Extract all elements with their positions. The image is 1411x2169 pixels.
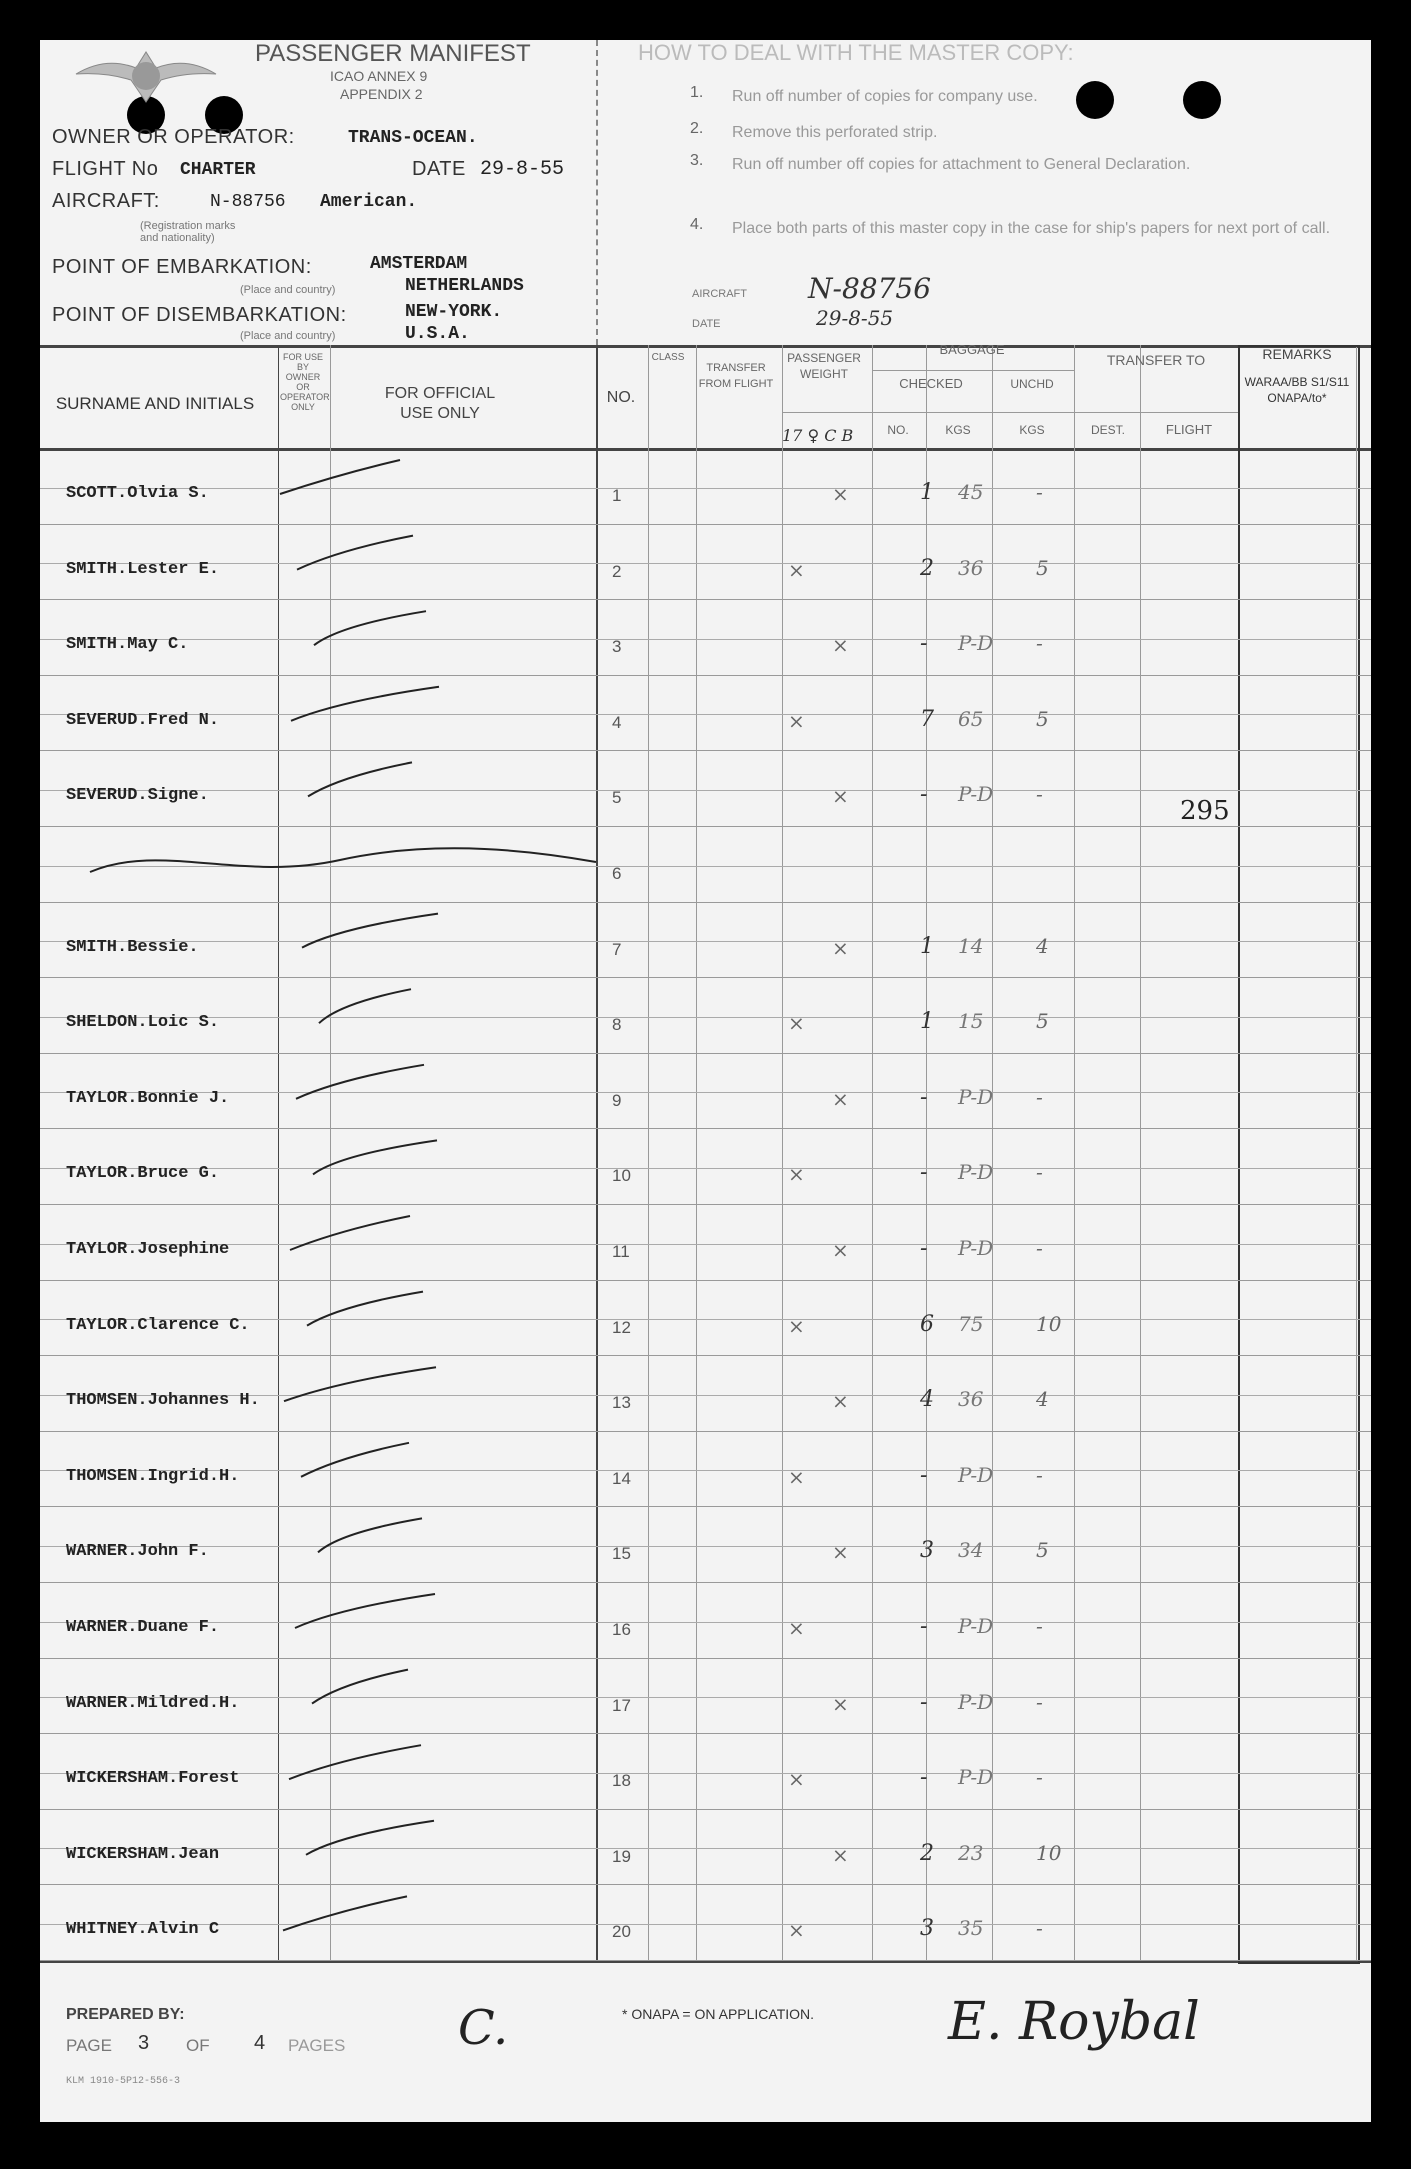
- icao-annex: ICAO ANNEX 9: [330, 68, 428, 84]
- baggage-kgs: P-D: [958, 1614, 994, 1638]
- baggage-count: -: [920, 1236, 928, 1261]
- weight-check-mark: ×: [832, 1691, 849, 1716]
- unchecked-kgs: 5: [1036, 555, 1049, 580]
- signature: E. Roybal: [948, 1992, 1200, 2052]
- check-stroke: [318, 1518, 422, 1552]
- col-surname: SURNAME AND INITIALS: [55, 394, 255, 413]
- manifest-sheet: [40, 40, 1371, 2122]
- weight-check-mark: ×: [832, 482, 849, 506]
- col-unchecked-kgs: KGS: [1019, 423, 1045, 437]
- baggage-count: -: [920, 1160, 928, 1186]
- unchecked-kgs: -: [1036, 1689, 1043, 1714]
- weight-check-mark: ×: [788, 1011, 805, 1036]
- registration-note: (Registration marks: [140, 220, 236, 232]
- passenger-name: WARNER.John F.: [66, 1542, 209, 1562]
- unchecked-kgs: -: [1036, 480, 1043, 504]
- check-stroke: [291, 687, 439, 721]
- of-label: OF: [186, 2036, 210, 2055]
- embarkation-city: AMSTERDAM: [370, 254, 468, 274]
- baggage-kgs: P-D: [958, 1462, 994, 1487]
- baggage-kgs: 36: [958, 555, 984, 580]
- passenger-name: THOMSEN.Johannes H.: [66, 1391, 260, 1411]
- weight-check-mark: ×: [832, 1086, 849, 1111]
- passenger-number: 5: [612, 788, 622, 808]
- unchecked-kgs: -: [1036, 1462, 1043, 1487]
- weight-check-mark: ×: [788, 1464, 805, 1489]
- passenger-number: 2: [612, 561, 622, 581]
- unchecked-kgs: -: [1036, 1236, 1043, 1260]
- side-number: 295: [1180, 796, 1230, 826]
- weight-check-mark: ×: [832, 935, 849, 960]
- check-stroke: [280, 460, 400, 494]
- passenger-number: 9: [612, 1090, 622, 1110]
- passenger-name: THOMSEN.Ingrid.H.: [66, 1466, 240, 1486]
- col-owner-use: FOR USE BY OWNER OR OPERATOR ONLY: [280, 352, 330, 412]
- baggage-kgs: P-D: [958, 1765, 994, 1790]
- passenger-number: 1: [612, 486, 622, 505]
- baggage-kgs: P-D: [958, 1236, 994, 1260]
- weight-check-mark: ×: [832, 633, 849, 658]
- unchecked-kgs: -: [1036, 1614, 1043, 1638]
- passenger-number: 3: [612, 637, 622, 657]
- unchecked-kgs: -: [1036, 631, 1043, 656]
- baggage-count: -: [920, 1462, 928, 1488]
- manifest-title: PASSENGER MANIFEST: [255, 40, 531, 67]
- baggage-count: 2: [920, 555, 934, 581]
- weight-check-mark: ×: [832, 1389, 849, 1414]
- instructions-title: HOW TO DEAL WITH THE MASTER COPY:: [638, 40, 1074, 65]
- check-stroke: [307, 1292, 423, 1326]
- col-transfer-to: TRANSFER TO: [1106, 352, 1206, 368]
- weight-check-mark: ×: [788, 1918, 805, 1943]
- unchecked-kgs: -: [1036, 1084, 1043, 1109]
- check-stroke: [313, 1140, 437, 1174]
- passenger-number: 11: [612, 1242, 630, 1261]
- passenger-number: 19: [612, 1846, 631, 1866]
- col-remarks: REMARKS: [1262, 346, 1332, 362]
- passenger-number: 7: [612, 939, 622, 959]
- form-code: KLM 1910-5P12-556-3: [66, 2076, 181, 2087]
- baggage-kgs: 45: [958, 480, 984, 504]
- baggage-count: 1: [920, 1009, 934, 1035]
- instruction-text: Remove this perforated strip.: [732, 124, 938, 141]
- unchecked-kgs: 4: [1036, 1387, 1049, 1412]
- passenger-name: WHITNEY.Alvin C: [66, 1920, 220, 1940]
- col-pw-sub: 17 ♀ C B: [782, 426, 854, 445]
- unchecked-kgs: 4: [1036, 933, 1049, 958]
- unchecked-kgs: -: [1036, 1160, 1043, 1185]
- passenger-name: SMITH.Lester E.: [66, 559, 220, 579]
- passenger-number: 14: [612, 1468, 631, 1488]
- check-stroke: [90, 848, 596, 872]
- weight-check-mark: ×: [788, 708, 805, 733]
- col-checked-no: NO.: [887, 423, 909, 437]
- check-stroke: [290, 1216, 410, 1250]
- check-stroke: [319, 989, 411, 1023]
- passenger-name: SMITH.May C.: [66, 635, 189, 655]
- disembarkation-country: U.S.A.: [405, 324, 470, 344]
- instr-aircraft-value: N-88756: [808, 272, 932, 305]
- baggage-kgs: P-D: [958, 1689, 994, 1714]
- check-stroke: [296, 1065, 424, 1099]
- check-stroke: [289, 1745, 421, 1779]
- col-remarks-codes: WARAA/BB S1/S11 ONAPA/to*: [1244, 375, 1350, 405]
- col-official-use: FOR OFFICIAL USE ONLY: [384, 385, 496, 422]
- col-class: CLASS: [651, 352, 685, 363]
- weight-check-mark: ×: [832, 1540, 849, 1565]
- col-no: NO.: [606, 389, 636, 406]
- baggage-count: -: [920, 1614, 928, 1639]
- instruction-number: 1.: [690, 84, 704, 101]
- unchecked-kgs: 5: [1036, 1538, 1049, 1563]
- passenger-name: WARNER.Duane F.: [66, 1618, 220, 1637]
- weight-check-mark: ×: [832, 784, 849, 809]
- baggage-kgs: 23: [958, 1840, 984, 1865]
- check-stroke: [312, 1670, 408, 1704]
- weight-check-mark: ×: [832, 1842, 849, 1867]
- owner-label: OWNER OR OPERATOR:: [52, 126, 295, 148]
- passenger-name: SMITH.Bessie.: [66, 937, 199, 957]
- baggage-kgs: 36: [958, 1387, 984, 1412]
- unchecked-kgs: 5: [1036, 1009, 1049, 1034]
- check-stroke: [295, 1594, 435, 1628]
- baggage-kgs: P-D: [958, 631, 994, 656]
- passenger-name: SCOTT.Olvia S.: [66, 484, 209, 503]
- baggage-count: 4: [920, 1387, 934, 1413]
- unchecked-kgs: 10: [1036, 1840, 1062, 1865]
- baggage-kgs: 14: [958, 933, 984, 958]
- unchecked-kgs: 10: [1036, 1311, 1062, 1336]
- flight-value: CHARTER: [180, 160, 256, 180]
- disembarkation-label: POINT OF DISEMBARKATION:: [52, 304, 347, 326]
- baggage-count: -: [920, 1765, 928, 1791]
- baggage-count: -: [920, 1084, 928, 1110]
- passenger-name: WARNER.Mildred.H.: [66, 1693, 240, 1713]
- col-dest: DEST.: [1090, 423, 1125, 437]
- baggage-count: 6: [920, 1311, 934, 1337]
- passenger-name: SHELDON.Loic S.: [66, 1013, 220, 1033]
- instruction-number: 2.: [690, 120, 704, 137]
- baggage-kgs: 35: [958, 1916, 984, 1941]
- weight-check-mark: ×: [788, 1767, 805, 1792]
- passenger-name: TAYLOR.Clarence C.: [66, 1315, 250, 1335]
- aircraft-label: AIRCRAFT:: [52, 190, 160, 212]
- unchecked-kgs: -: [1036, 1916, 1043, 1941]
- check-stroke: [314, 611, 426, 645]
- col-transfer-from: TRANSFER FROM FLIGHT: [698, 362, 774, 390]
- baggage-count: 7: [920, 706, 934, 732]
- passenger-name: TAYLOR.Josephine: [66, 1240, 230, 1259]
- prepared-initial: C.: [458, 2000, 509, 2056]
- baggage-kgs: P-D: [958, 1160, 994, 1185]
- passenger-number: 10: [612, 1166, 631, 1186]
- aircraft-registration: N-88756: [210, 192, 286, 212]
- instruction-text: Run off number of copies for company use.: [732, 88, 1038, 105]
- col-checked-kgs: KGS: [945, 423, 971, 437]
- prepared-by-label: PREPARED BY:: [66, 2006, 185, 2023]
- owner-value: TRANS-OCEAN.: [348, 128, 478, 148]
- instr-date-label: DATE: [692, 318, 721, 330]
- weight-check-mark: ×: [788, 557, 805, 582]
- col-checked: CHECKED: [899, 376, 963, 391]
- check-stroke: [301, 1443, 409, 1477]
- weight-check-mark: ×: [788, 1616, 805, 1640]
- page-label: PAGE: [66, 2036, 112, 2055]
- baggage-kgs: P-D: [958, 782, 994, 807]
- baggage-count: -: [920, 1689, 928, 1715]
- instruction-number: 3.: [690, 152, 704, 169]
- check-stroke: [306, 1821, 434, 1855]
- unchecked-kgs: -: [1036, 782, 1043, 807]
- passenger-number: 15: [612, 1544, 631, 1564]
- passenger-number: 4: [612, 712, 622, 732]
- passenger-name: WICKERSHAM.Jean: [66, 1844, 220, 1864]
- embarkation-country: NETHERLANDS: [405, 276, 524, 296]
- weight-check-mark: ×: [832, 1238, 849, 1262]
- check-stroke: [308, 762, 412, 796]
- baggage-count: 1: [920, 480, 934, 505]
- baggage-kgs: 65: [958, 706, 984, 731]
- passenger-name: TAYLOR.Bonnie J.: [66, 1088, 230, 1108]
- baggage-count: -: [920, 631, 928, 657]
- weight-check-mark: ×: [788, 1313, 805, 1338]
- check-stroke: [284, 1367, 436, 1401]
- baggage-kgs: 15: [958, 1009, 984, 1034]
- aircraft-nationality: American.: [320, 192, 418, 212]
- passenger-number: 17: [612, 1695, 631, 1715]
- passenger-number: 16: [612, 1620, 631, 1639]
- passenger-number: 18: [612, 1771, 631, 1791]
- instruction-number: 4.: [690, 216, 704, 233]
- appendix: APPENDIX 2: [340, 86, 423, 102]
- baggage-kgs: 75: [958, 1311, 984, 1336]
- baggage-count: 3: [920, 1916, 934, 1942]
- baggage-kgs: P-D: [958, 1084, 994, 1109]
- passenger-name: TAYLOR.Bruce G.: [66, 1164, 220, 1184]
- pages-label: PAGES: [288, 2036, 346, 2055]
- passenger-number: 8: [612, 1015, 622, 1035]
- instr-date-value: 29-8-55: [816, 306, 894, 330]
- passenger-number: 12: [612, 1317, 631, 1337]
- check-stroke: [297, 536, 413, 570]
- weight-check-mark: ×: [788, 1162, 805, 1187]
- embarkation-label: POINT OF EMBARKATION:: [52, 256, 312, 278]
- check-stroke: [283, 1896, 407, 1930]
- baggage-count: 3: [920, 1538, 934, 1564]
- place-country-note: (Place and country): [240, 284, 336, 296]
- unchecked-kgs: 5: [1036, 706, 1049, 731]
- instruction-text: Run off number off copies for attachment to General Declaration.: [732, 156, 1191, 173]
- passenger-number: 6: [612, 864, 622, 883]
- passenger-number: 20: [612, 1922, 631, 1942]
- passenger-number: 13: [612, 1393, 631, 1413]
- date-label: DATE: [412, 158, 466, 180]
- baggage-kgs: 34: [958, 1538, 984, 1563]
- registration-note-2: and nationality): [140, 232, 215, 244]
- place-country-note-2: (Place and country): [240, 330, 336, 342]
- onapa-note: * ONAPA = ON APPLICATION.: [622, 2006, 815, 2022]
- total-pages: 4: [254, 2032, 266, 2054]
- instr-aircraft-label: AIRCRAFT: [692, 288, 747, 300]
- col-flight: FLIGHT: [1165, 422, 1213, 437]
- date-value: 29-8-55: [480, 158, 565, 181]
- passenger-name: SEVERUD.Signe.: [66, 786, 209, 806]
- page-number: 3: [138, 2032, 150, 2054]
- unchecked-kgs: -: [1036, 1765, 1043, 1790]
- col-baggage: BAGGAGE: [939, 342, 1005, 357]
- passenger-name: WICKERSHAM.Forest: [66, 1769, 240, 1789]
- official-use-check-strokes: [40, 40, 1371, 2122]
- flight-label: FLIGHT No: [52, 158, 159, 180]
- disembarkation-city: NEW-YORK.: [405, 302, 503, 322]
- baggage-count: -: [920, 782, 928, 808]
- col-passenger-weight: PASSENGER WEIGHT: [787, 351, 861, 381]
- baggage-count: 1: [920, 933, 934, 959]
- baggage-count: 2: [920, 1840, 934, 1866]
- passenger-name: SEVERUD.Fred N.: [66, 710, 220, 730]
- col-unchecked: UNCHD: [1010, 377, 1054, 391]
- check-stroke: [302, 914, 438, 948]
- instruction-text: Place both parts of this master copy in the case for ship's papers for next port of call.: [732, 220, 1331, 237]
